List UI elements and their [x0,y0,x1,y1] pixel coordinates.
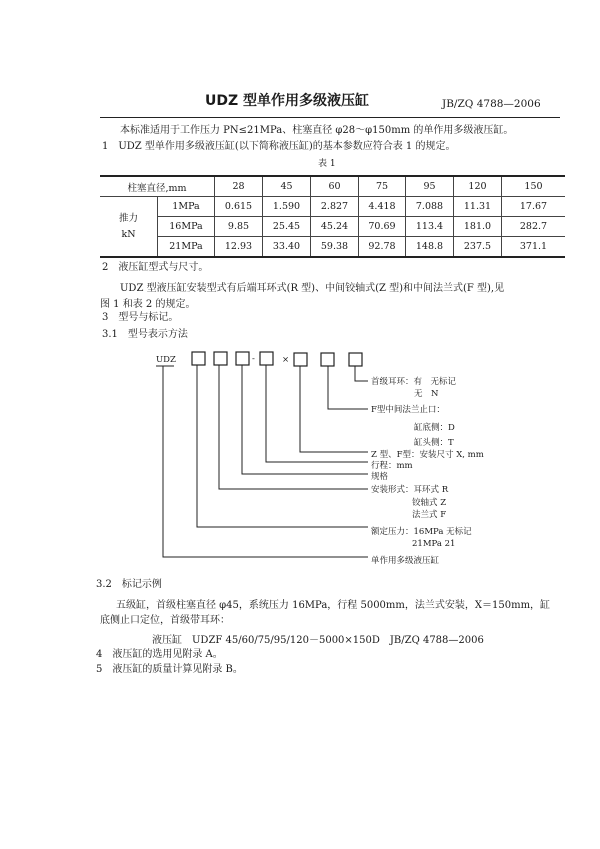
table-caption: 表 1 [318,159,336,169]
box-mount [214,352,227,365]
label-pressure: 额定压力：16MPa 无标记 [371,527,472,537]
box-install-size [294,353,307,366]
section-1: 1 UDZ 型单作用多级液压缸(以下简称液压缸)的基本参数应符合表 1 的规定。 [102,141,456,152]
box-ear-ring [349,353,362,366]
value-cell: 282.7 [502,217,566,237]
value-cell: 92.78 [359,237,406,258]
box-flange-stop [321,353,334,366]
box-spec [236,352,249,365]
header-cell: 45 [263,176,311,197]
section-5: 5 液压缸的质量计算见附录 B。 [96,664,243,675]
section-2-paragraph-cont: 图 1 和表 2 的规定。 [100,299,196,310]
pressure-cell: 1MPa [158,197,215,217]
label-ear-ring: 首级耳环：有 无标记 [371,377,457,387]
code-times: × [282,355,290,365]
value-cell: 25.45 [263,217,311,237]
header-cell: 95 [406,176,454,197]
section-3-2: 3.2 标记示例 [96,579,162,590]
label-stroke: 行程：mm [371,461,413,471]
value-cell: 7.088 [406,197,454,217]
box-pressure [192,352,205,365]
label-flange-stop: F型中间法兰止口： [371,405,445,415]
section-2-paragraph: UDZ 型液压缸安装型式有后端耳环式(R 型)、中间铰轴式(Z 型)和中间法兰式(F 型),见 [120,283,505,294]
code-boxes [192,352,362,366]
code-prefix: UDZ [156,355,176,365]
section-3-1: 3.1 型号表示方法 [102,329,188,340]
header-cell: 120 [454,176,502,197]
header-cell: 28 [215,176,263,197]
value-cell: 17.67 [502,197,566,217]
value-cell: 113.4 [406,217,454,237]
example-paragraph-cont: 底侧止口定位，首级带耳环： [100,615,230,626]
value-cell: 2.827 [311,197,359,217]
label-pressure-21: 21MPa 21 [412,539,456,549]
leader-pressure [197,365,368,527]
value-cell: 9.85 [215,217,263,237]
example-paragraph: 五级缸，首级柱塞直径 φ45，系统压力 16MPa，行程 5000mm，法兰式安装，X＝150mm，缸 [116,600,551,611]
value-cell: 148.8 [406,237,454,258]
label-head-side: 缸头侧：T [414,438,454,448]
label-bottom-side: 缸底侧：D [414,423,455,433]
header-cell: 75 [359,176,406,197]
example-code: 液压缸 UDZF 45/60/75/95/120－5000×150D JB/ZQ 4788—2006 [152,635,484,646]
box-stroke [260,352,273,365]
label-install-size: Z 型、F型：安装尺寸 X, mm [371,450,484,460]
value-cell: 0.615 [215,197,263,217]
code-dash: - [252,354,255,364]
leader-flange-stop [328,366,368,409]
value-cell: 59.38 [311,237,359,258]
leader-mount [219,365,368,489]
value-cell: 70.69 [359,217,406,237]
unit-label: kN [121,228,136,240]
label-spec: 规格 [371,472,389,482]
value-cell: 237.5 [454,237,502,258]
section-2: 2 液压缸型式与尺寸。 [102,262,209,273]
label-mount-f: 法兰式 F [412,510,447,520]
leader-stroke [266,365,368,462]
value-cell: 33.40 [263,237,311,258]
section-3: 3 型号与标记。 [102,312,179,323]
label-ear-ring-no: 无 N [414,389,439,399]
thrust-label: 推力 [118,212,138,224]
intro-text: 本标准适用于工作压力 PN≤21MPa、柱塞直径 φ28～φ150mm 的单作用多级液压缸。 [120,125,514,136]
label-mount-z: 铰轴式 Z [412,498,447,508]
value-cell: 45.24 [311,217,359,237]
standard-number: JB/ZQ 4788—2006 [442,98,541,110]
section-4: 4 液压缸的选用见附录 A。 [96,649,223,660]
value-cell: 4.418 [359,197,406,217]
header-cell: 60 [311,176,359,197]
pressure-cell: 16MPa [158,217,215,237]
value-cell: 11.31 [454,197,502,217]
value-cell: 371.1 [502,237,566,258]
label-name: 单作用多级液压缸 [371,556,440,566]
label-mount: 安装形式：耳环式 R [371,485,449,495]
page-title: UDZ 型单作用多级液压缸 [205,93,370,109]
leader-spec [242,365,368,474]
header-cell: 150 [502,176,566,197]
pressure-cell: 21MPa [158,237,215,258]
leader-ear-ring [355,366,368,381]
header-cell: 柱塞直径,mm [100,176,215,197]
value-cell: 12.93 [215,237,263,258]
value-cell: 1.590 [263,197,311,217]
value-cell: 181.0 [454,217,502,237]
